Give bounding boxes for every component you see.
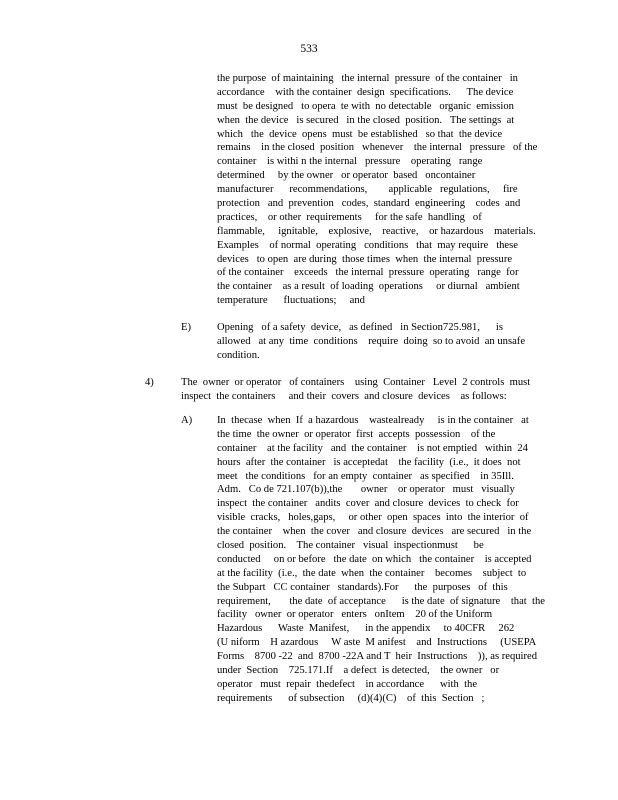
text-line: protection and prevention codes, standard engineering codes and bbox=[217, 198, 521, 210]
text-line: Adm. Co de 721.107(b)),the owner or operator must visually bbox=[217, 484, 515, 496]
text-line: requirements of subsection (d)(4)(C) of this Section ; bbox=[217, 692, 485, 704]
text-line: Examples of normal operating conditions that may require these bbox=[217, 239, 518, 251]
text-line: container is withi n the internal pressure operating range bbox=[217, 156, 483, 168]
item-label-4: 4) bbox=[145, 377, 154, 388]
text-line: allowed at any time conditions require doing so to avoid an unsafe bbox=[217, 335, 526, 347]
text-line: closed position. The container visual inspectionmust be bbox=[217, 540, 484, 552]
text-line: the container as a result of loading operations or diurnal ambient bbox=[217, 281, 520, 293]
text-line: the time the owner or operator first accepts possession of the bbox=[217, 428, 496, 440]
text-line: the Subpart CC container standards).For the purposes of this bbox=[217, 581, 508, 593]
text-line: The owner or operator of containers using Container Level 2 controls must bbox=[181, 377, 531, 388]
text-line: at the facility (i.e., the date when the container becomes subject to bbox=[217, 567, 527, 579]
continuation-paragraph bbox=[217, 72, 537, 308]
text-line: hours after the container is acceptedat the facility (i.e., it does not bbox=[217, 456, 521, 468]
item-e-paragraph bbox=[217, 321, 525, 363]
text-line: remains in the closed position whenever the internal pressure of the bbox=[217, 142, 538, 154]
text-line: Hazardous Waste Manifest, in the appendix to 40CFR 262 bbox=[217, 623, 515, 635]
text-line: which the device opens must be established so that the device bbox=[217, 128, 503, 140]
text-line: must be designed to opera te with no detectable organic emission bbox=[217, 100, 514, 112]
text-line: flammable, ignitable, explosive, reactive, or hazardous materials. bbox=[217, 225, 536, 237]
text-line: inspect the container andits cover and closure devices to check for bbox=[217, 498, 519, 510]
text-line: of the container exceeds the internal pressure operating range for bbox=[217, 267, 519, 279]
text-line: visible cracks, holes,gaps, or other open spaces into the interior of bbox=[217, 512, 529, 524]
text-line: devices to open are during those times when the internal pressure bbox=[217, 253, 513, 265]
text-line: when the device is secured in the closed position. The settings at bbox=[217, 114, 515, 126]
text-line: In thecase when If a hazardous wastealready is in the container at bbox=[217, 415, 529, 426]
text-line: the purpose of maintaining the internal pressure of the container in bbox=[217, 73, 518, 84]
text-line: (U niform H azardous W aste M anifest and Instructions (USEPA bbox=[217, 637, 537, 649]
text-line: inspect the containers and their covers and closure devices as follows: bbox=[181, 390, 507, 402]
text-line: Opening of a safety device, as defined in Section725.981, is bbox=[217, 322, 503, 333]
text-line: facility owner or operator enters onItem 20 of the Uniform bbox=[217, 609, 493, 621]
text-line: operator must repair thedefect in accordance with the bbox=[217, 678, 478, 690]
text-line: under Section 725.171.If a defect is detected, the owner or bbox=[217, 665, 500, 677]
item-4-paragraph bbox=[181, 376, 530, 404]
text-line: conducted on or before the date on which the container is accepted bbox=[217, 553, 532, 565]
text-line: accordance with the container design specifications. The device bbox=[217, 86, 514, 98]
text-line: meet the conditions for an empty container as specified in 35Ill. bbox=[217, 470, 514, 482]
page-number: 533 bbox=[300, 43, 318, 55]
text-line: container at the facility and the container is not emptied within 24 bbox=[217, 442, 528, 454]
item-label-a: A) bbox=[181, 415, 193, 426]
text-line: the container when the cover and closure devices are secured in the bbox=[217, 526, 532, 538]
item-a-paragraph bbox=[217, 414, 545, 706]
text-line: temperature fluctuations; and bbox=[217, 295, 365, 307]
item-label-e: E) bbox=[181, 322, 191, 333]
text-line: Forms 8700 -22 and 8700 -22A and T heir Instructions )), as required bbox=[217, 651, 538, 663]
text-line: condition. bbox=[217, 349, 260, 361]
text-line: practices, or other requirements for the safe handling of bbox=[217, 211, 482, 223]
text-line: requirement, the date of acceptance is the date of signature that the bbox=[217, 595, 545, 607]
text-line: manufacturer recommendations, applicable regulations, fire bbox=[217, 184, 518, 196]
text-line: determined by the owner or operator based oncontainer bbox=[217, 170, 476, 182]
